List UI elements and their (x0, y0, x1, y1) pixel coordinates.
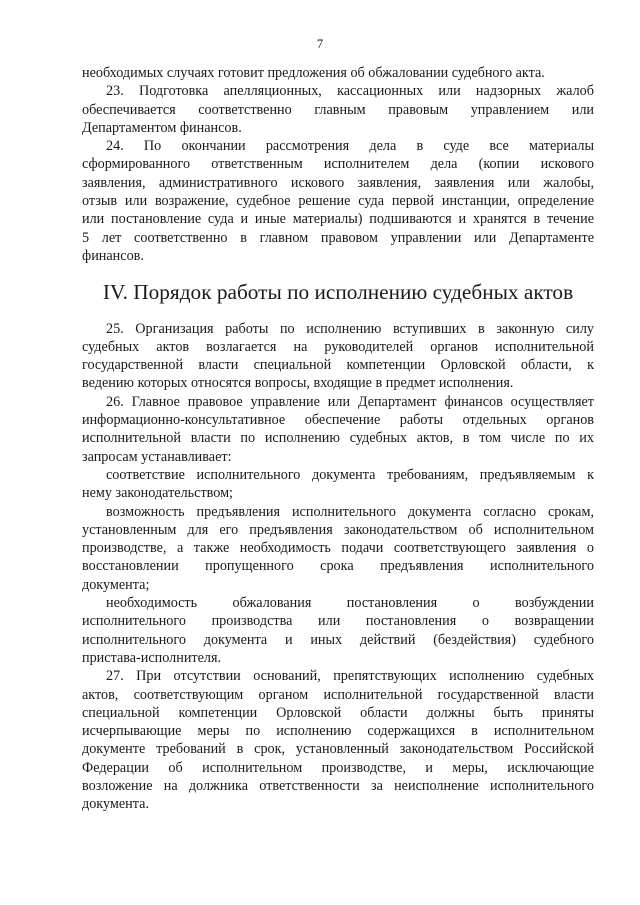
text-line: 27. При отсутствии оснований, препятствующих исполнению судебных (106, 668, 594, 685)
document-body (82, 64, 594, 814)
text-line: производстве, а также необходимость подачи соответствующего заявления о (82, 540, 594, 557)
text-line: необходимость обжалования постановления о возбуждении (106, 595, 594, 612)
text-line: исполнительного документа и иных действий (бездействия) судебного (82, 631, 594, 648)
text-line: специальной компетенции Орловской области должны быть приняты (82, 704, 594, 721)
text-line: Федерации об исполнительном производстве, и меры, исключающие (82, 759, 594, 776)
text-line: исполнительной власти по исполнению судебных актов, в том числе по их (82, 430, 594, 447)
text-line: заявления, административного искового заявления, заявления или жалобы, (82, 174, 594, 191)
text-line: 24. По окончании рассмотрения дела в суде все материалы (106, 138, 594, 155)
page-number: 7 (316, 37, 324, 51)
section-heading: IV. Порядок работы по исполнению судебных актов (102, 280, 574, 305)
text-line: ведению которых относятся вопросы, входящие в предмет исполнения. (82, 375, 514, 392)
text-line: восстановлении пропущенного срока предъявления исполнительного (82, 558, 594, 575)
text-line: сформированного ответственным исполнителем дела (копии искового (82, 156, 594, 173)
text-line: актов, соответствующим органом исполнительной государственной власти (82, 686, 594, 703)
text-line: возложение на должника ответственности за неисполнение исполнительного (82, 777, 594, 794)
text-line: судебных актов возлагается на руководителей органов исполнительной (82, 338, 594, 355)
text-line: пристава-исполнителя. (82, 649, 222, 666)
text-line: 5 лет соответственно в главном правовом управлении или Департаменте (82, 229, 594, 246)
text-line: документе требований в срок, установленный законодательством Российской (82, 741, 594, 758)
text-line: соответствие исполнительного документа требованиям, предъявляемым к (106, 466, 594, 483)
text-line: отзыв или возражение, судебное решение суда первой инстанции, определение (82, 193, 594, 210)
text-line: государственной власти специальной компетенции Орловской области, к (82, 357, 594, 374)
text-line: обеспечивается соответственно главным правовым управлением или (82, 101, 594, 118)
text-line: запросам устанавливает: (82, 448, 232, 465)
text-line: документа; (82, 576, 150, 593)
text-line: финансов. (82, 247, 144, 264)
text-line: 25. Организация работы по исполнению вступивших в законную силу (106, 320, 594, 337)
text-line: исполнительного производства или постановления о возвращении (82, 613, 594, 630)
text-line: исчерпывающие меры по исполнению содержащихся в исполнительном (82, 723, 594, 740)
text-line: или постановление суда и иные материалы) подшиваются и хранятся в течение (82, 211, 594, 228)
text-line: необходимых случаях готовит предложения об обжаловании судебного акта. (82, 65, 545, 81)
text-line: Департаментом финансов. (82, 119, 242, 136)
text-line: информационно-консультативное обеспечение работы отдельных органов (82, 412, 594, 429)
text-line: 26. Главное правовое управление или Департамент финансов осуществляет (106, 393, 594, 410)
text-line: документа. (82, 796, 149, 813)
text-line: возможность предъявления исполнительного документа согласно срокам, (106, 503, 594, 520)
text-line: установленным для его предъявления законодательством об исполнительном (82, 521, 594, 538)
text-line: нему законодательством; (82, 485, 233, 502)
text-line: 23. Подготовка апелляционных, кассационных или надзорных жалоб (106, 83, 594, 100)
